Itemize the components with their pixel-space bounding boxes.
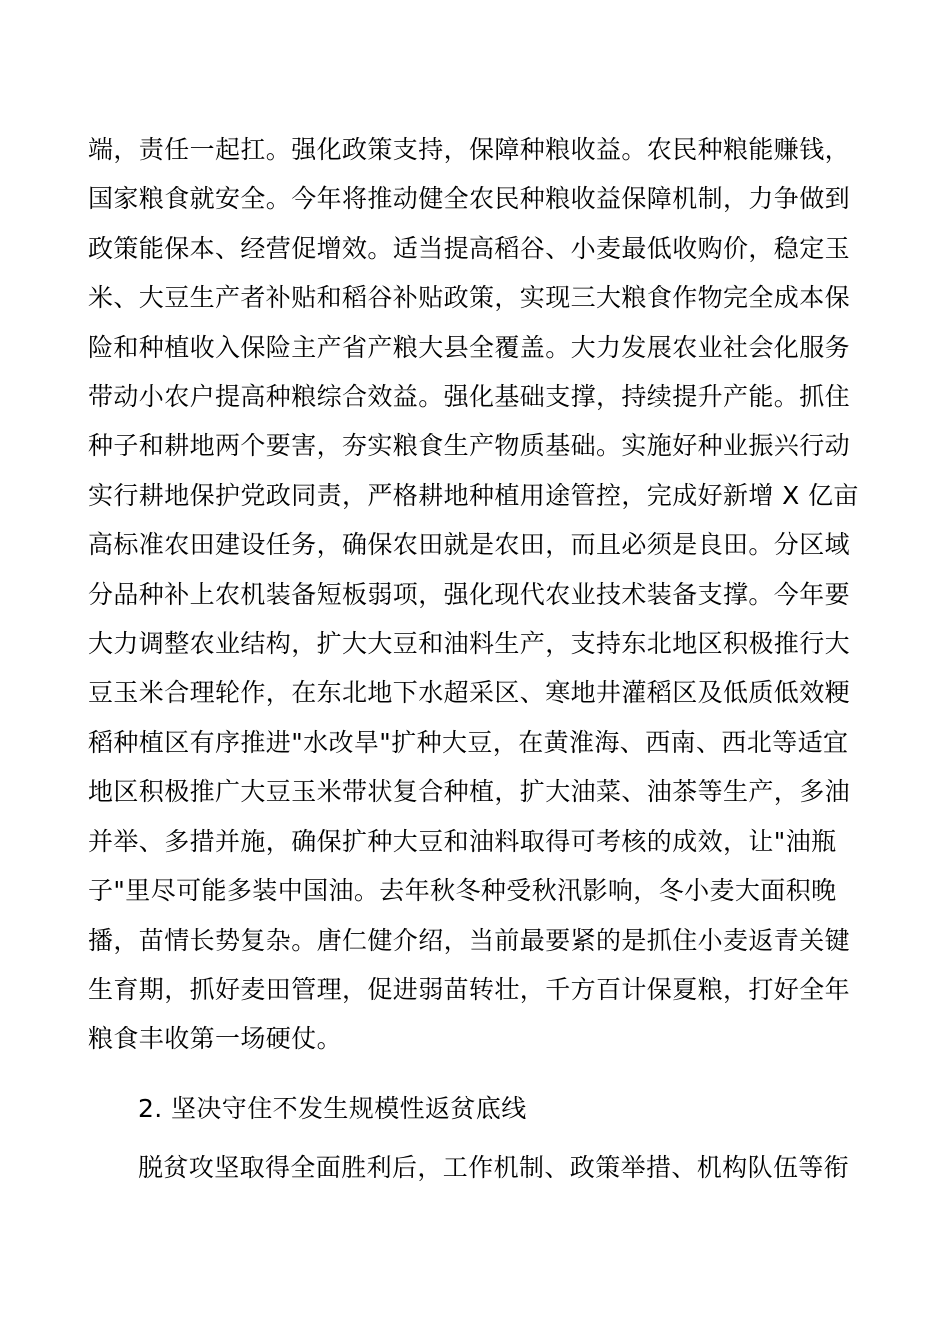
paragraph-line: 地区积极推广大豆玉米带状复合种植，扩大油菜、油茶等生产，多油 bbox=[88, 777, 851, 806]
paragraph-line: 带动小农户提高种粮综合效益。强化基础支撑，持续提升产能。抓住 bbox=[88, 382, 851, 411]
paragraph-line: 端，责任一起扛。强化政策支持，保障种粮收益。农民种粮能赚钱， bbox=[88, 135, 851, 164]
paragraph-line: 脱贫攻坚取得全面胜利后，工作机制、政策举措、机构队伍等衔 bbox=[138, 1153, 850, 1182]
paragraph-line: 播，苗情长势复杂。唐仁健介绍，当前最要紧的是抓住小麦返青关键 bbox=[88, 926, 851, 955]
paragraph-line: 生育期，抓好麦田管理，促进弱苗转壮，千方百计保夏粮，打好全年 bbox=[88, 975, 851, 1004]
paragraph-line: 米、大豆生产者补贴和稻谷补贴政策，实现三大粮食作物完全成本保 bbox=[88, 283, 851, 312]
paragraph-line: 险和种植收入保险主产省产粮大县全覆盖。大力发展农业社会化服务 bbox=[88, 333, 851, 362]
paragraph-line: 豆玉米合理轮作，在东北地下水超采区、寒地井灌稻区及低质低效粳 bbox=[88, 678, 851, 707]
paragraph-line: 实行耕地保护党政同责，严格耕地种植用途管控，完成好新增 X 亿亩 bbox=[88, 481, 859, 510]
section-heading: 2. 坚决守住不发生规模性返贫底线 bbox=[138, 1094, 527, 1123]
paragraph-line: 大力调整农业结构，扩大大豆和油料生产，支持东北地区积极推行大 bbox=[88, 629, 851, 658]
paragraph-line: 稻种植区有序推进"水改旱"扩种大豆，在黄淮海、西南、西北等适宜 bbox=[88, 728, 849, 757]
paragraph-line: 政策能保本、经营促增效。适当提高稻谷、小麦最低收购价，稳定玉 bbox=[88, 234, 851, 263]
paragraph-line: 国家粮食就安全。今年将推动健全农民种粮收益保障机制，力争做到 bbox=[88, 184, 851, 213]
paragraph-line: 高标准农田建设任务，确保农田就是农田，而且必须是良田。分区域 bbox=[88, 530, 851, 559]
paragraph-line: 并举、多措并施，确保扩种大豆和油料取得可考核的成效，让"油瓶 bbox=[88, 827, 837, 856]
paragraph-line: 子"里尽可能多装中国油。去年秋冬种受秋汛影响，冬小麦大面积晚 bbox=[88, 876, 837, 905]
paragraph-line: 种子和耕地两个要害，夯实粮食生产物质基础。实施好种业振兴行动 bbox=[88, 431, 851, 460]
paragraph-line: 分品种补上农机装备短板弱项，强化现代农业技术装备支撑。今年要 bbox=[88, 580, 851, 609]
paragraph-line: 粮食丰收第一场硬仗。 bbox=[88, 1024, 343, 1053]
